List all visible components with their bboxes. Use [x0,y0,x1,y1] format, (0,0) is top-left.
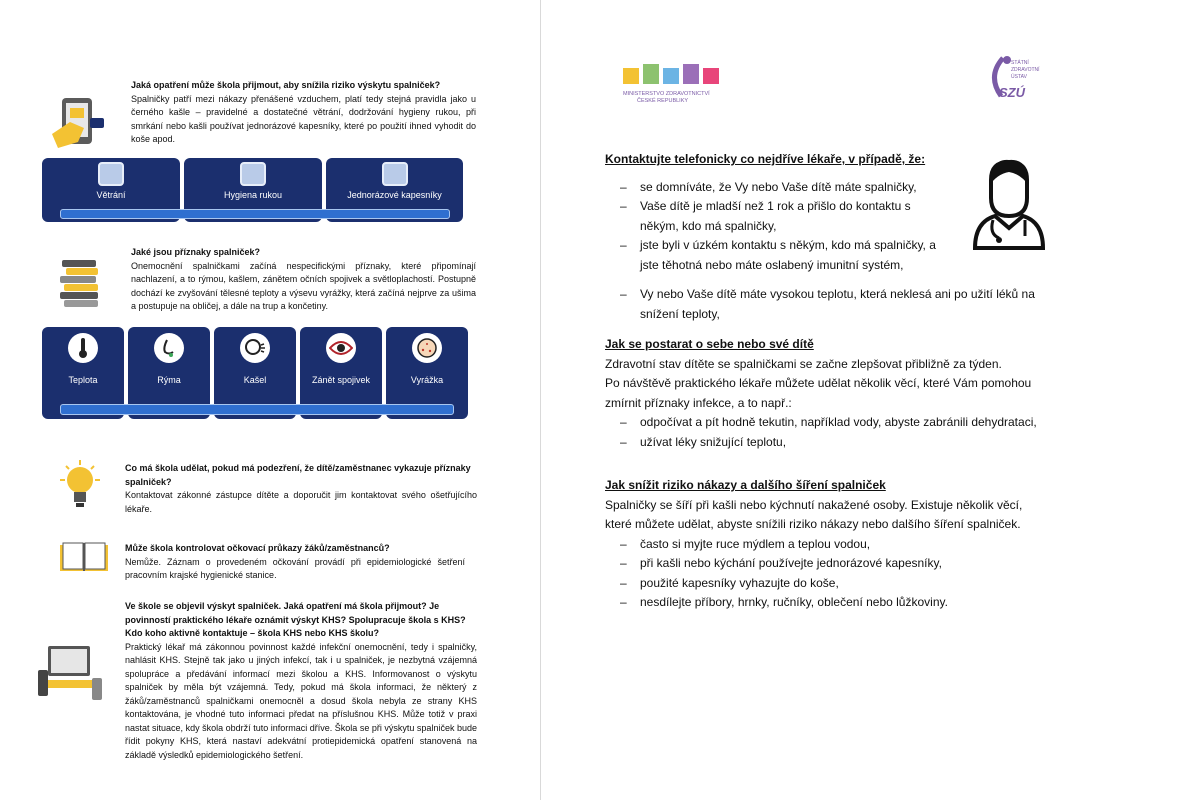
card-label: Kašel [243,375,267,385]
list-item: – se domníváte, že Vy nebo Vaše dítě máte spalničky, [605,178,945,198]
cards-progress-bar [60,209,450,219]
szu-logo-small-text [1011,60,1040,81]
ministry-logo-line1: MINISTERSTVO ZDRAVOTNICTVÍ [623,91,710,97]
card-label: Větrání [96,190,126,200]
hand-wash-icon [240,162,266,186]
section-vaccination-records [125,542,465,583]
section-symptoms [131,246,476,314]
szu-logo-mark: SZÚ [999,85,1025,100]
doctor-icon [969,158,1049,250]
list-item: – užívat léky snižující teplotu, [605,433,1045,453]
szu-small-line2: ZDRAVOTNÍ [1011,67,1040,73]
section-text: Spalničky patří mezi nákazy přenášené vzduchem, platí tedy stejná pravidla jako u černého kašle – pravidelné a dostatečné větrání, dodržování hygieny rukou, při smrkání nebo kašli používat jednorázové kapesníky, které po použití ihned vyhodit do koše apod. [131,93,476,144]
szu-small-line3: ÚSTAV [1011,74,1027,80]
care-list [605,413,1045,452]
section-question: Jaké jsou příznaky spalniček? [131,247,261,257]
contact-heading: Kontaktujte telefonicky co nejdříve lékaře, v případě, že: [605,152,926,166]
ministry-logo-text [623,91,710,105]
list-item: – při kašli nebo kýchání používejte jednorázové kapesníky, [605,554,1045,574]
section-suspicion [125,462,477,516]
thermometer-icon [68,333,98,363]
care-heading: Jak se postarat o sebe nebo své dítě [605,337,814,351]
card-label: Zánět spojivek [311,375,371,385]
list-item: – Vaše dítě je mladší než 1 rok a přišlo do kontaktu s někým, kdo má spalničky, [605,197,945,236]
section-measures [131,79,476,147]
section-outbreak [125,600,477,762]
section-text: Kontaktovat zákonné zástupce dítěte a doporučit jim kontaktovat svého ošetřujícího lékaře. [125,490,477,514]
cough-head-icon [240,333,270,363]
lightbulb-icon [58,458,102,510]
section-text: Onemocnění spalničkami začíná nespecifickými příznaky, které připomínají nachlazení, a to rýmou, kašlem, zánětem očních spojivek a světloplachostí. Postupně dochází ke zvyšování tělesné teploty a výsevu vyrážky, která začíná nejprve za ušima a postupuje na obličej, a dále na trup a končetiny. [131,260,476,311]
list-item: – jste byli v úzkém kontaktu s někým, kdo má spalničky, a jste těhotná nebo máte oslabený imunitní systém, [605,236,945,275]
list-item: – odpočívat a pít hodně tekutin, například vody, abyste zabránili dehydrataci, [605,413,1045,433]
section-question: Jaká opatření může škola přijmout, aby snížila riziko výskytu spalniček? [131,80,441,90]
ministry-logo-line2: ČESKÉ REPUBLIKY [637,98,689,104]
section-question: Co má škola udělat, pokud má podezření, že dítě/zaměstnanec vykazuje příznaky spalniček? [125,463,471,487]
risk-paragraph: Spalničky se šíří při kašli nebo kýchnutí nakažené osoby. Existuje několik věcí, které můžete udělat, abyste snížili riziko nákazy nebo dalšího šíření spalniček. [605,497,1023,531]
contact-list [605,178,945,276]
phone-hand-icon [50,92,110,152]
list-item: – nesdílejte příbory, hrnky, ručníky, oblečení nebo lůžkoviny. [605,593,1045,613]
section-question: Ve škole se objevil výskyt spalniček. Jaká opatření má škola přijmout? Je povinností praktického lékaře oznámit výskyt KHS? Spolupracuje škola s KHS? Kdo koho aktivně kontaktuje – škola KHS nebo KHS školu? [125,601,466,638]
card-label: Hygiena rukou [223,190,283,200]
care-paragraph-2: Po návštěvě praktického lékaře můžete udělat několik věcí, které Vám pomohou zmírnit příznaky infekce, a to např.: [605,376,1032,410]
window-icon [98,162,124,186]
rash-face-icon [412,333,442,363]
section-question: Může škola kontrolovat očkovací průkazy žáků/zaměstnanců? [125,543,390,553]
section-text: Praktický lékař má zákonnou povinnost každé infekční onemocnění, tedy i spalničky, nahlásit KHS. Stejně tak jako u jiných infekcí, tak i u spalniček, je nezbytná vzájemná spolupráce a předávání informací mezi školou a KHS. Informovanost o výskytu spalniček by měla být vzájemná. Tedy, pokud má škola informaci, že některý z žáků/zaměstnanců spalničkami onemocněl a dosud škola nebyla ze strany KHS kontaktována, je vhodné tuto informaci předat na příslušnou KHS. Může totiž v praxi nastat situace, kdy škola obdrží tuto informaci dříve. Škola se při výskytu spalniček bude řídit pokyny KHS, která nastaví adekvátní protiepidemická opatření stanovená na základě výsledků epidemiologického šetření. [125,641,477,760]
care-section [605,335,1045,452]
list-item: – Vy nebo Vaše dítě máte vysokou teplotu, která neklesá ani po užití léků na snížení teploty, [605,285,1055,324]
books-icon [58,258,102,308]
risk-section [605,476,1045,613]
card-label: Vyrážka [410,375,444,385]
list-item: – použité kapesníky vyhazujte do koše, [605,574,1045,594]
nose-icon [154,333,184,363]
section-text: Nemůže. Záznam o provedeném očkování provádí při epidemiologické šetření pracovním krajské hygienické stanice. [125,556,465,580]
card-label: Teplota [68,375,98,385]
symptoms-progress-bar [60,404,454,415]
left-page [0,0,540,800]
card-label: Jednorázové kapesníky [347,190,442,200]
contact-section-last [605,285,1055,324]
tissue-icon [382,162,408,186]
card-label: Rýma [157,375,181,385]
contact-section [605,150,945,275]
care-paragraph-1: Zdravotní stav dítěte se spalničkami se začne zlepšovat přibližně za týden. [605,356,1002,371]
contact-list-continued [605,285,1055,324]
eye-icon [326,333,356,363]
open-book-icon [58,541,110,575]
risk-list [605,535,1045,613]
laptop-icon [38,640,104,704]
list-item: – často si myjte ruce mýdlem a teplou vodou, [605,535,1045,555]
ministry-logo [623,64,719,86]
szu-small-line1: STÁTNÍ [1011,60,1029,66]
risk-heading: Jak snížit riziko nákazy a dalšího šíření spalniček [605,478,886,492]
